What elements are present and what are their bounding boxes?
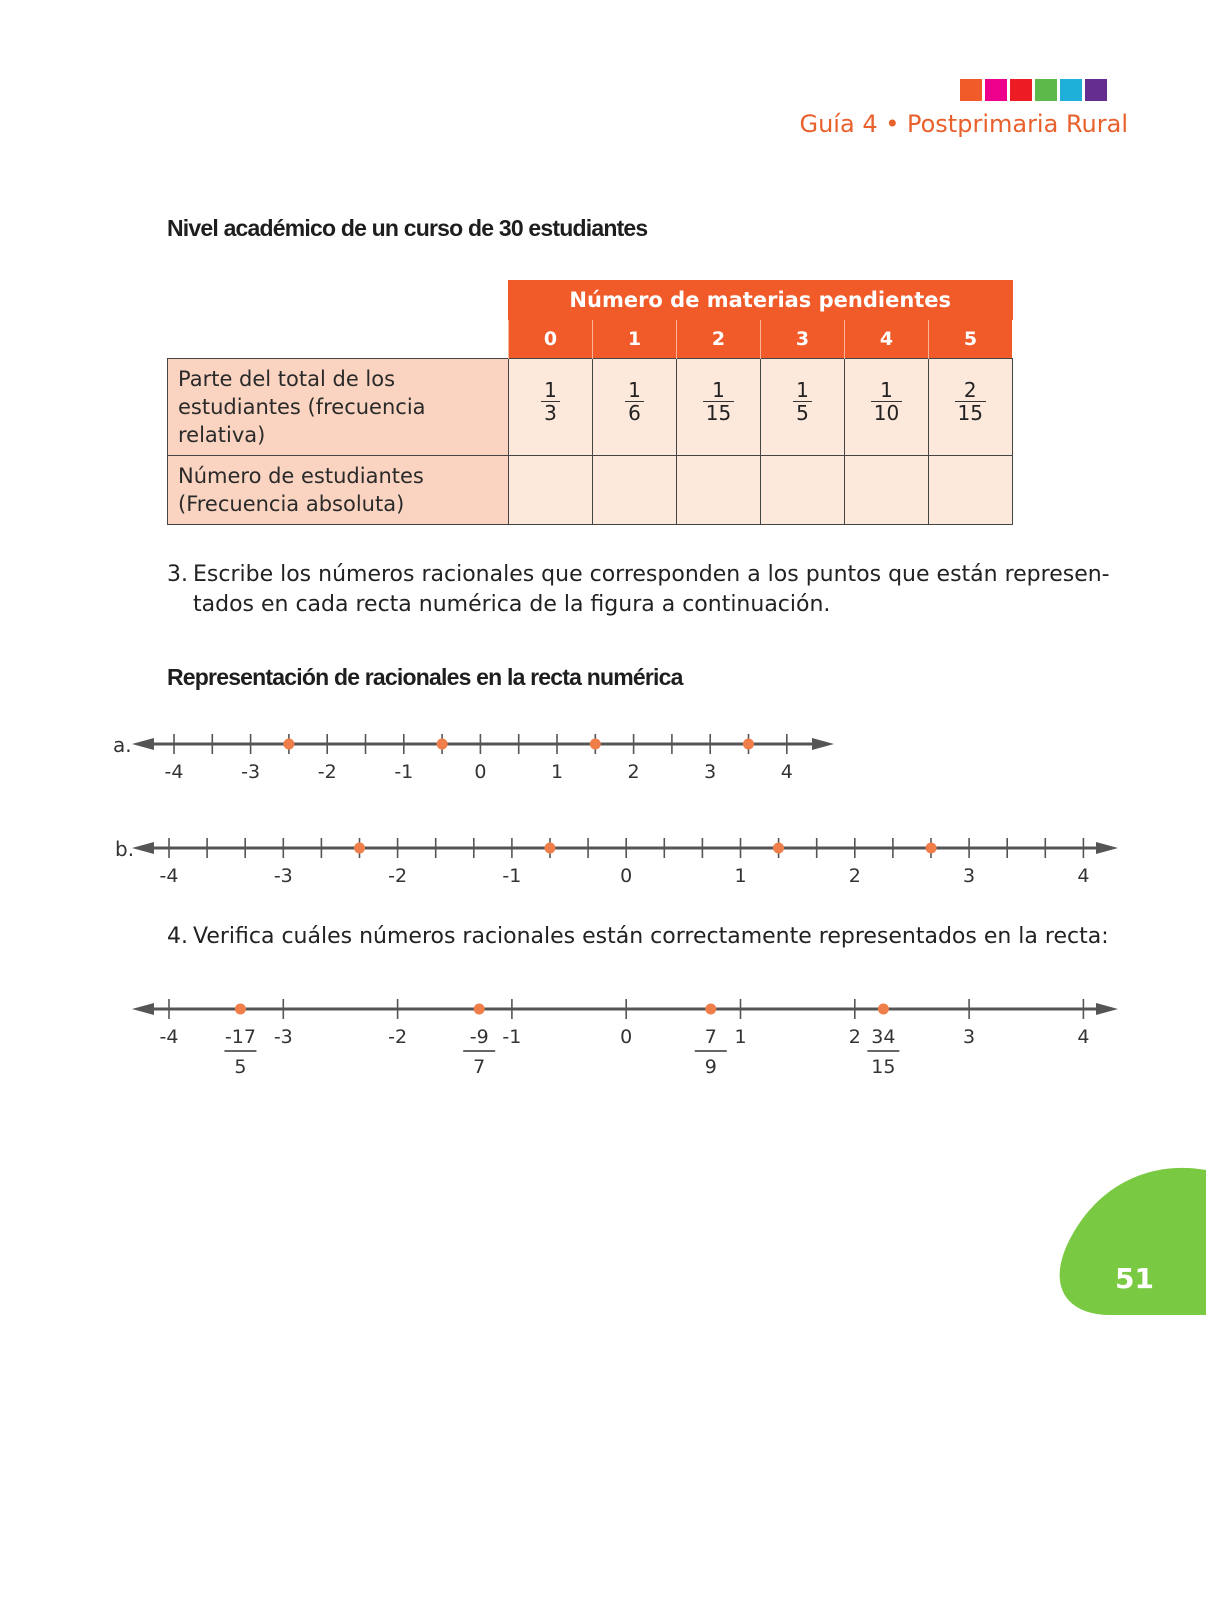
- column-header: 2: [677, 320, 761, 359]
- tick-label: 1: [734, 1026, 747, 1048]
- numerator: 1: [703, 379, 734, 402]
- header-title: Guía 4 • Postprimaria Rural: [799, 110, 1128, 138]
- denominator: 10: [873, 401, 900, 425]
- denominator: 5: [796, 401, 809, 425]
- point-label-numerator: 7: [704, 1026, 717, 1048]
- tick-label: 2: [848, 1026, 861, 1048]
- tick-label: 0: [620, 1026, 633, 1048]
- data-point: [743, 739, 754, 750]
- right-arrowhead: [812, 738, 834, 750]
- tick-label: -4: [164, 761, 184, 783]
- tick-label: -4: [159, 1026, 179, 1048]
- tick-label: -2: [317, 761, 337, 783]
- tick-label: -2: [388, 865, 408, 887]
- denominator: 6: [628, 401, 641, 425]
- tick-label: -4: [159, 865, 179, 887]
- page-number-badge: [1055, 1165, 1206, 1320]
- column-header: 4: [845, 320, 929, 359]
- point-label-denominator: 7: [473, 1056, 486, 1078]
- tick-label: 4: [780, 761, 793, 783]
- data-point: [354, 843, 365, 854]
- data-point: [235, 1004, 246, 1015]
- tick-label: 2: [627, 761, 640, 783]
- data-point: [283, 739, 294, 750]
- numerator: 1: [871, 379, 902, 402]
- numerator: 2: [955, 379, 986, 402]
- tick-label: -3: [273, 1026, 293, 1048]
- page-number: 51: [1115, 1262, 1154, 1295]
- data-point: [590, 739, 601, 750]
- table-title: Nivel académico de un curso de 30 estudiantes: [167, 215, 648, 241]
- denominator: 15: [705, 401, 732, 425]
- question-text-line2: tados en cada recta numérica de la figura a continuación.: [193, 592, 831, 617]
- tick-label: 4: [1077, 1026, 1090, 1048]
- numerator: 1: [793, 379, 812, 402]
- line-a-label: a.: [113, 733, 132, 757]
- question-4: [167, 922, 1109, 952]
- line-b-label: b.: [115, 837, 135, 861]
- column-header: 5: [929, 320, 1013, 359]
- left-arrowhead: [132, 842, 154, 854]
- point-label-denominator: 9: [704, 1056, 717, 1078]
- tick-label: 1: [550, 761, 564, 783]
- data-point: [437, 739, 448, 750]
- tick-label: 4: [1077, 865, 1090, 887]
- data-point: [705, 1004, 716, 1015]
- question-number: 4.: [167, 924, 188, 949]
- table-main-header: Número de materias pendientes: [509, 281, 1013, 320]
- tick-label: 0: [620, 865, 633, 887]
- left-arrowhead: [132, 738, 154, 750]
- tick-label: 1: [734, 865, 747, 887]
- tick-label: -3: [241, 761, 261, 783]
- numerator: 1: [625, 379, 644, 402]
- column-header: 0: [509, 320, 593, 359]
- tick-label: -1: [502, 1026, 522, 1048]
- question-text-line1: Escribe los números racionales que corresponden a los puntos que están represen-: [193, 562, 1110, 587]
- column-header: 3: [761, 320, 845, 359]
- point-label-denominator: 15: [871, 1056, 896, 1078]
- numberline-title: Representación de racionales en la recta numérica: [167, 664, 683, 690]
- right-arrowhead: [1096, 1003, 1118, 1015]
- tick-label: -2: [388, 1026, 408, 1048]
- data-point: [544, 843, 555, 854]
- tick-label: 2: [848, 865, 861, 887]
- right-arrowhead: [1096, 842, 1118, 854]
- row-label-absolute-frequency: Número de estudiantes (Frecuencia absoluta): [168, 456, 509, 525]
- row-label-relative-frequency: Parte del total de los estudiantes (frecuencia relativa): [168, 359, 509, 456]
- denominator: 3: [544, 401, 557, 425]
- point-label-numerator: -17: [224, 1026, 256, 1048]
- tick-label: -1: [394, 761, 414, 783]
- data-point: [474, 1004, 485, 1015]
- data-point: [878, 1004, 889, 1015]
- data-point: [773, 843, 784, 854]
- numerator: 1: [541, 379, 560, 402]
- point-label-numerator: -9: [469, 1026, 489, 1048]
- tick-label: 3: [704, 761, 717, 783]
- tick-label: 3: [963, 865, 976, 887]
- question-number: 3.: [167, 562, 188, 587]
- denominator: 15: [957, 401, 983, 425]
- question-text: Verifica cuáles números racionales están correctamente representados en la recta:: [193, 924, 1109, 949]
- tick-label: 0: [474, 761, 487, 783]
- data-point: [926, 843, 937, 854]
- tick-label: -3: [273, 865, 293, 887]
- column-header: 1: [593, 320, 677, 359]
- point-label-denominator: 5: [234, 1056, 247, 1078]
- tick-label: 3: [963, 1026, 976, 1048]
- tick-label: -1: [502, 865, 522, 887]
- point-label-numerator: 34: [871, 1026, 896, 1048]
- left-arrowhead: [132, 1003, 154, 1015]
